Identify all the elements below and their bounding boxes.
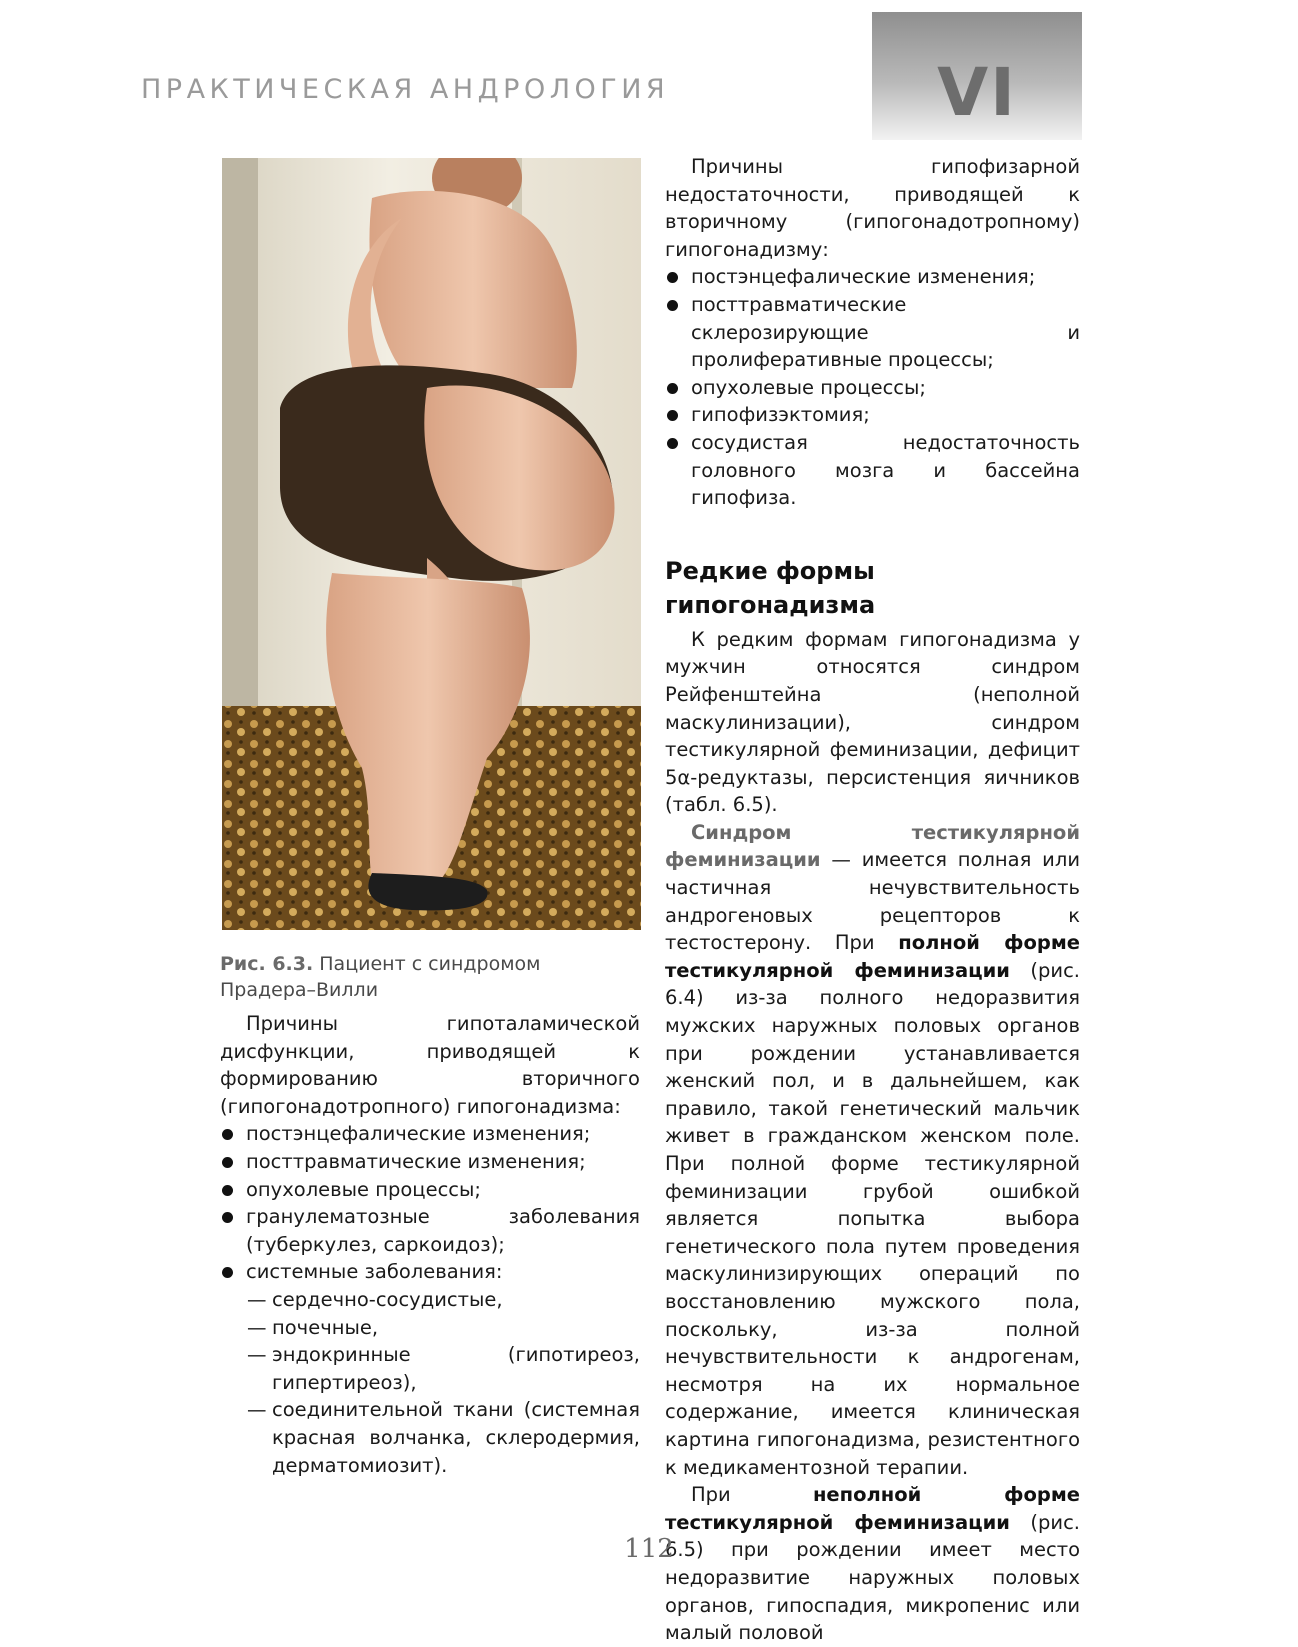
hypothalamic-causes-list [220, 1120, 640, 1479]
bold-term: неполной форме тестикулярной феминизации [665, 1483, 1080, 1534]
term-highlight: Синдром тестикулярной феминизации [665, 820, 1080, 872]
section-heading: Редкие формы гипогонадизма [665, 556, 876, 619]
paragraph-text: (рис. 6.5) при рождении имеет место недоразвитие наружных половых органов, гипоспадия, микропенис или малый половой [665, 1510, 1080, 1645]
list-item-text: системные заболевания: [246, 1260, 503, 1284]
figure-label: Рис. 6.3. [220, 953, 314, 975]
sublist-item: — эндокринные (гипотиреоз, гипертиреоз), [246, 1341, 640, 1396]
list-item: опухолевые процессы; [665, 374, 1080, 402]
sublist-item: — соединительной ткани (системная красная волчанка, склеродермия, дерматомиозит). [246, 1396, 640, 1479]
figure-caption-text: Пациент с синдромом Прадера–Вилли [220, 953, 541, 1001]
list-item: опухолевые процессы; [220, 1176, 640, 1204]
figure-caption [220, 951, 640, 1003]
list-item: сосудистая недостаточность головного мозга и бассейна гипофиза. [665, 429, 1080, 512]
systemic-diseases-sublist [246, 1286, 640, 1479]
list-item: постэнцефалические изменения; [220, 1120, 640, 1148]
right-column [665, 153, 1080, 1647]
running-title: ПРАКТИЧЕСКАЯ АНДРОЛОГИЯ [141, 74, 670, 105]
list-item [220, 1258, 640, 1479]
list-item: гранулематозные заболевания (туберкулез, саркоидоз); [220, 1203, 640, 1258]
paragraph-text: — имеется полная или частичная нечувствительность андрогеновых рецепторов к тестостерону. При [665, 848, 1080, 955]
left-column [220, 1010, 640, 1479]
list-item: постэнцефалические изменения; [665, 263, 1080, 291]
rare-forms-paragraph: К редким формам гипогонадизма у мужчин относятся синдром Рейфенштейна (неполной маскулинизации), синдром тестикулярной феминизации, дефицит 5α-редуктазы, персистенция яичников (табл. 6.5). [665, 627, 1080, 817]
page-number: 112 [624, 1534, 674, 1564]
list-item: посттравматические склерозирующие и пролиферативные процессы; [665, 291, 1080, 374]
list-item: гипофизэктомия; [665, 401, 1080, 429]
hypothalamic-intro: Причины гипоталамической дисфункции, приводящей к формированию вторичного (гипогонадотропного) гипогонадизма: [220, 1012, 640, 1118]
sublist-item: — почечные, [246, 1314, 640, 1342]
bold-term: полной форме тестикулярной феминизации [665, 931, 1080, 982]
chapter-tab [872, 12, 1082, 140]
paragraph-text: При [691, 1483, 813, 1507]
testicular-feminization-paragraph [665, 819, 1080, 1481]
list-item: посттравматические изменения; [220, 1148, 640, 1176]
pituitary-intro: Причины гипофизарной недостаточности, приводящей к вторичному (гипогонадотропному) гипогонадизму: [665, 155, 1080, 261]
pituitary-causes-list [665, 263, 1080, 511]
paragraph-text: (рис. 6.4) из-за полного недоразвития мужских наружных половых органов при рождении устанавливается женский пол, и в дальнейшем, как правило, такой генетический мальчик живет в гражданском женском поле. При полной форме тестикулярной феминизации грубой ошибкой является попытка выбора генетического пола путем проведения маскулинизирующих операций по восстановлению мужского пола, поскольку, из-за полной нечувствительности к андрогенам, несмотря на их нормальное содержание, имеется клиническая картина гипогонадизма, резистентного к медикаментозной терапии. [665, 958, 1080, 1479]
chapter-number: VI [937, 54, 1017, 131]
sublist-item: — сердечно-сосудистые, [246, 1286, 640, 1314]
patient-photo [222, 158, 641, 930]
